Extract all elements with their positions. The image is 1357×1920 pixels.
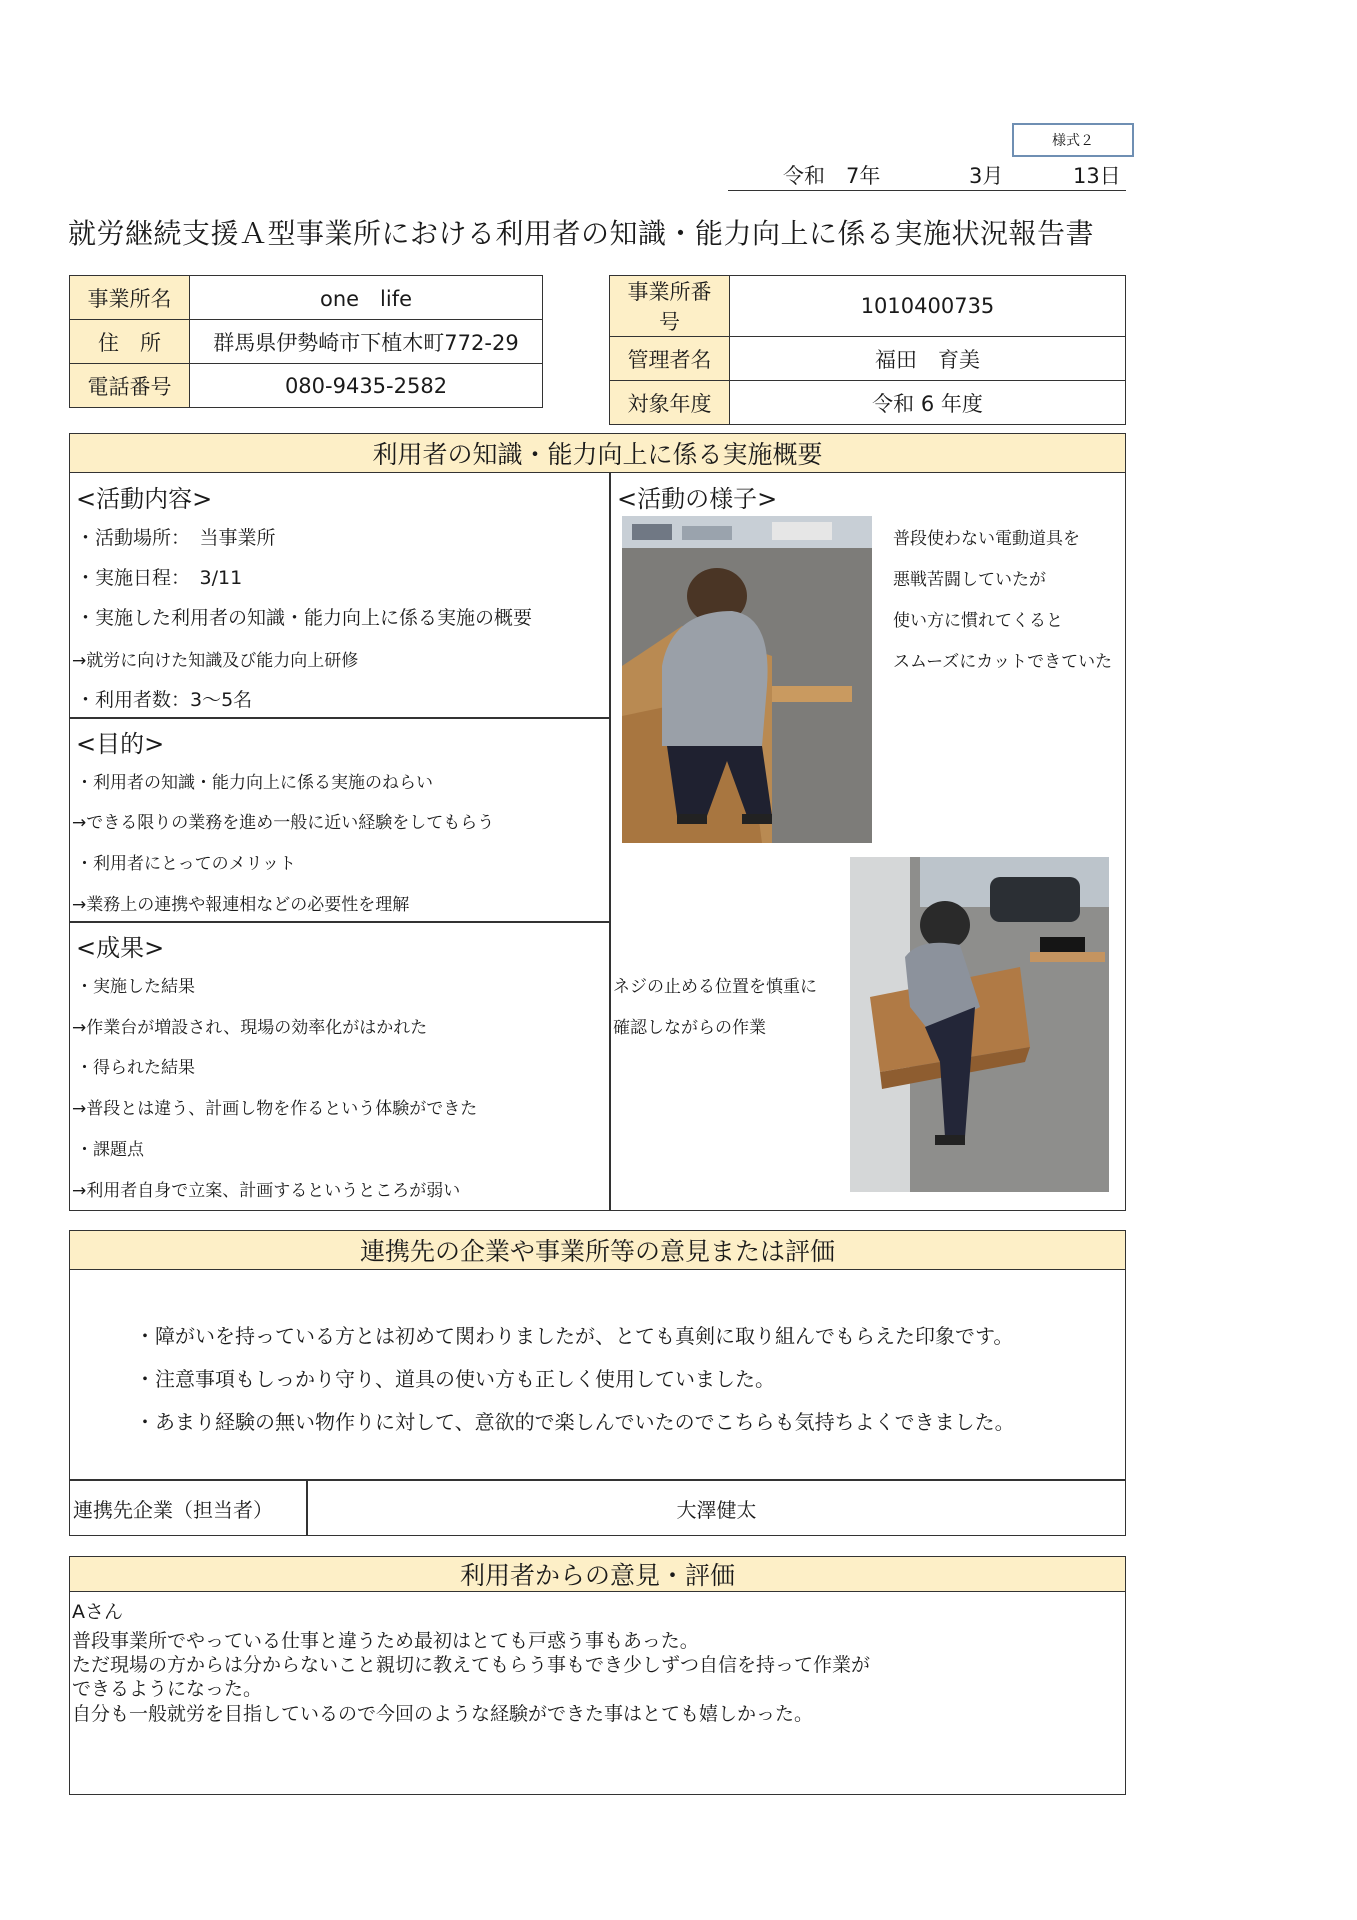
- info-row: [70, 364, 543, 408]
- users-header: 利用者からの意見・評価: [69, 1556, 1126, 1592]
- result-line: →利用者自身で立案、計画するというところが弱い: [72, 1181, 461, 1201]
- purpose-line: ・利用者にとってのメリット: [76, 854, 296, 874]
- info-label: 住 所: [70, 320, 190, 364]
- activity-line: ・利用者数：3～5名: [76, 689, 253, 711]
- result-line: →普段とは違う、計画し物を作るという体験ができた: [72, 1099, 478, 1119]
- overview-header: 利用者の知識・能力向上に係る実施概要: [69, 433, 1126, 473]
- date-month: 3月: [969, 164, 1004, 188]
- activity-photo-1: [622, 516, 872, 843]
- activity-line: ・活動場所： 当事業所: [76, 527, 276, 549]
- info-value: 080-9435-2582: [190, 364, 543, 408]
- date-era: 令和: [783, 164, 825, 188]
- info-label: 電話番号: [70, 364, 190, 408]
- info-value: 令和 6 年度: [730, 381, 1126, 425]
- info-value: 1010400735: [730, 276, 1126, 337]
- result-line: ・得られた結果: [76, 1058, 195, 1078]
- purpose-line: →できる限りの業務を進め一般に近い経験をしてもらう: [72, 813, 495, 833]
- activity-line: →就労に向けた知識及び能力向上研修: [72, 651, 359, 671]
- partner-contact-name: 大澤健太: [676, 1498, 757, 1522]
- info-row: [70, 320, 543, 364]
- info-label: 対象年度: [610, 381, 730, 425]
- photo1-caption-line: 使い方に慣れてくると: [893, 611, 1063, 631]
- info-label: 管理者名: [610, 337, 730, 381]
- info-row: [610, 276, 1126, 337]
- overview-divider: [609, 472, 611, 1211]
- report-date: [728, 158, 1126, 191]
- info-row: [610, 381, 1126, 425]
- date-year: 7年: [846, 164, 881, 188]
- info-value: one life: [190, 276, 543, 320]
- activity-line: ・実施した利用者の知識・能力向上に係る実施の概要: [76, 607, 533, 629]
- activity-line: ・実施日程： 3/11: [76, 567, 243, 589]
- photo1-caption-line: スムーズにカットできていた: [893, 652, 1113, 672]
- result-divider: [69, 921, 610, 923]
- user-name: Aさん: [72, 1601, 123, 1623]
- partner-contact-label: 連携先企業（担当者）: [73, 1498, 273, 1522]
- info-label: 事業所名: [70, 276, 190, 320]
- activity-photo-2: [850, 857, 1109, 1192]
- photo2-caption-line: ネジの止める位置を慎重に: [613, 977, 817, 997]
- contact-divider: [69, 1479, 1126, 1481]
- info-row: [70, 276, 543, 320]
- user-comment-line: 普段事業所でやっている仕事と違うため最初はとても戸惑う事もあった。: [72, 1630, 699, 1652]
- result-line: →作業台が増設され、現場の効率化がはかれた: [72, 1018, 428, 1038]
- partner-header: 連携先の企業や事業所等の意見または評価: [69, 1230, 1126, 1270]
- user-comment-line: できるようになった。: [72, 1678, 263, 1700]
- partner-comment: ・障がいを持っている方とは初めて関わりましたが、とても真剣に取り組んでもらえた印象です。: [135, 1324, 1014, 1348]
- photo1-caption-line: 悪戦苦闘していたが: [893, 570, 1046, 590]
- info-value: 福田 育美: [730, 337, 1126, 381]
- document-title: 就労継続支援Ａ型事業所における利用者の知識・能力向上に係る実施状況報告書: [68, 217, 1095, 250]
- partner-comment: ・注意事項もしっかり守り、道具の使い方も正しく使用していました。: [135, 1367, 775, 1391]
- result-heading: <成果>: [76, 934, 165, 962]
- user-comment-line: 自分も一般就労を目指しているので今回のような経験ができた事はとても嬉しかった。: [72, 1703, 814, 1725]
- purpose-heading: <目的>: [76, 730, 165, 758]
- user-comment-line: ただ現場の方からは分からないこと親切に教えてもらう事もでき少しずつ自信を持って作業が: [72, 1654, 871, 1676]
- office-info-right: [609, 275, 1126, 425]
- form-label: 様式２: [1012, 123, 1134, 157]
- info-value: 群馬県伊勢崎市下植木町772-29: [190, 320, 543, 364]
- purpose-line: →業務上の連携や報連相などの必要性を理解: [72, 895, 410, 915]
- partner-comment: ・あまり経験の無い物作りに対して、意欲的で楽しんでいたのでこちらも気持ちよくできました。: [135, 1410, 1015, 1434]
- purpose-line: ・利用者の知識・能力向上に係る実施のねらい: [76, 773, 433, 793]
- photo2-caption-line: 確認しながらの作業: [613, 1018, 766, 1038]
- scene-heading: <活動の様子>: [617, 485, 778, 513]
- info-row: [610, 337, 1126, 381]
- activity-heading: <活動内容>: [76, 485, 213, 513]
- photo1-caption-line: 普段使わない電動道具を: [893, 529, 1080, 549]
- purpose-divider: [69, 717, 610, 719]
- date-day: 13日: [1073, 164, 1121, 188]
- result-line: ・課題点: [76, 1140, 144, 1160]
- info-label: 事業所番号: [610, 276, 730, 337]
- result-line: ・実施した結果: [76, 977, 195, 997]
- office-info-left: [69, 275, 543, 408]
